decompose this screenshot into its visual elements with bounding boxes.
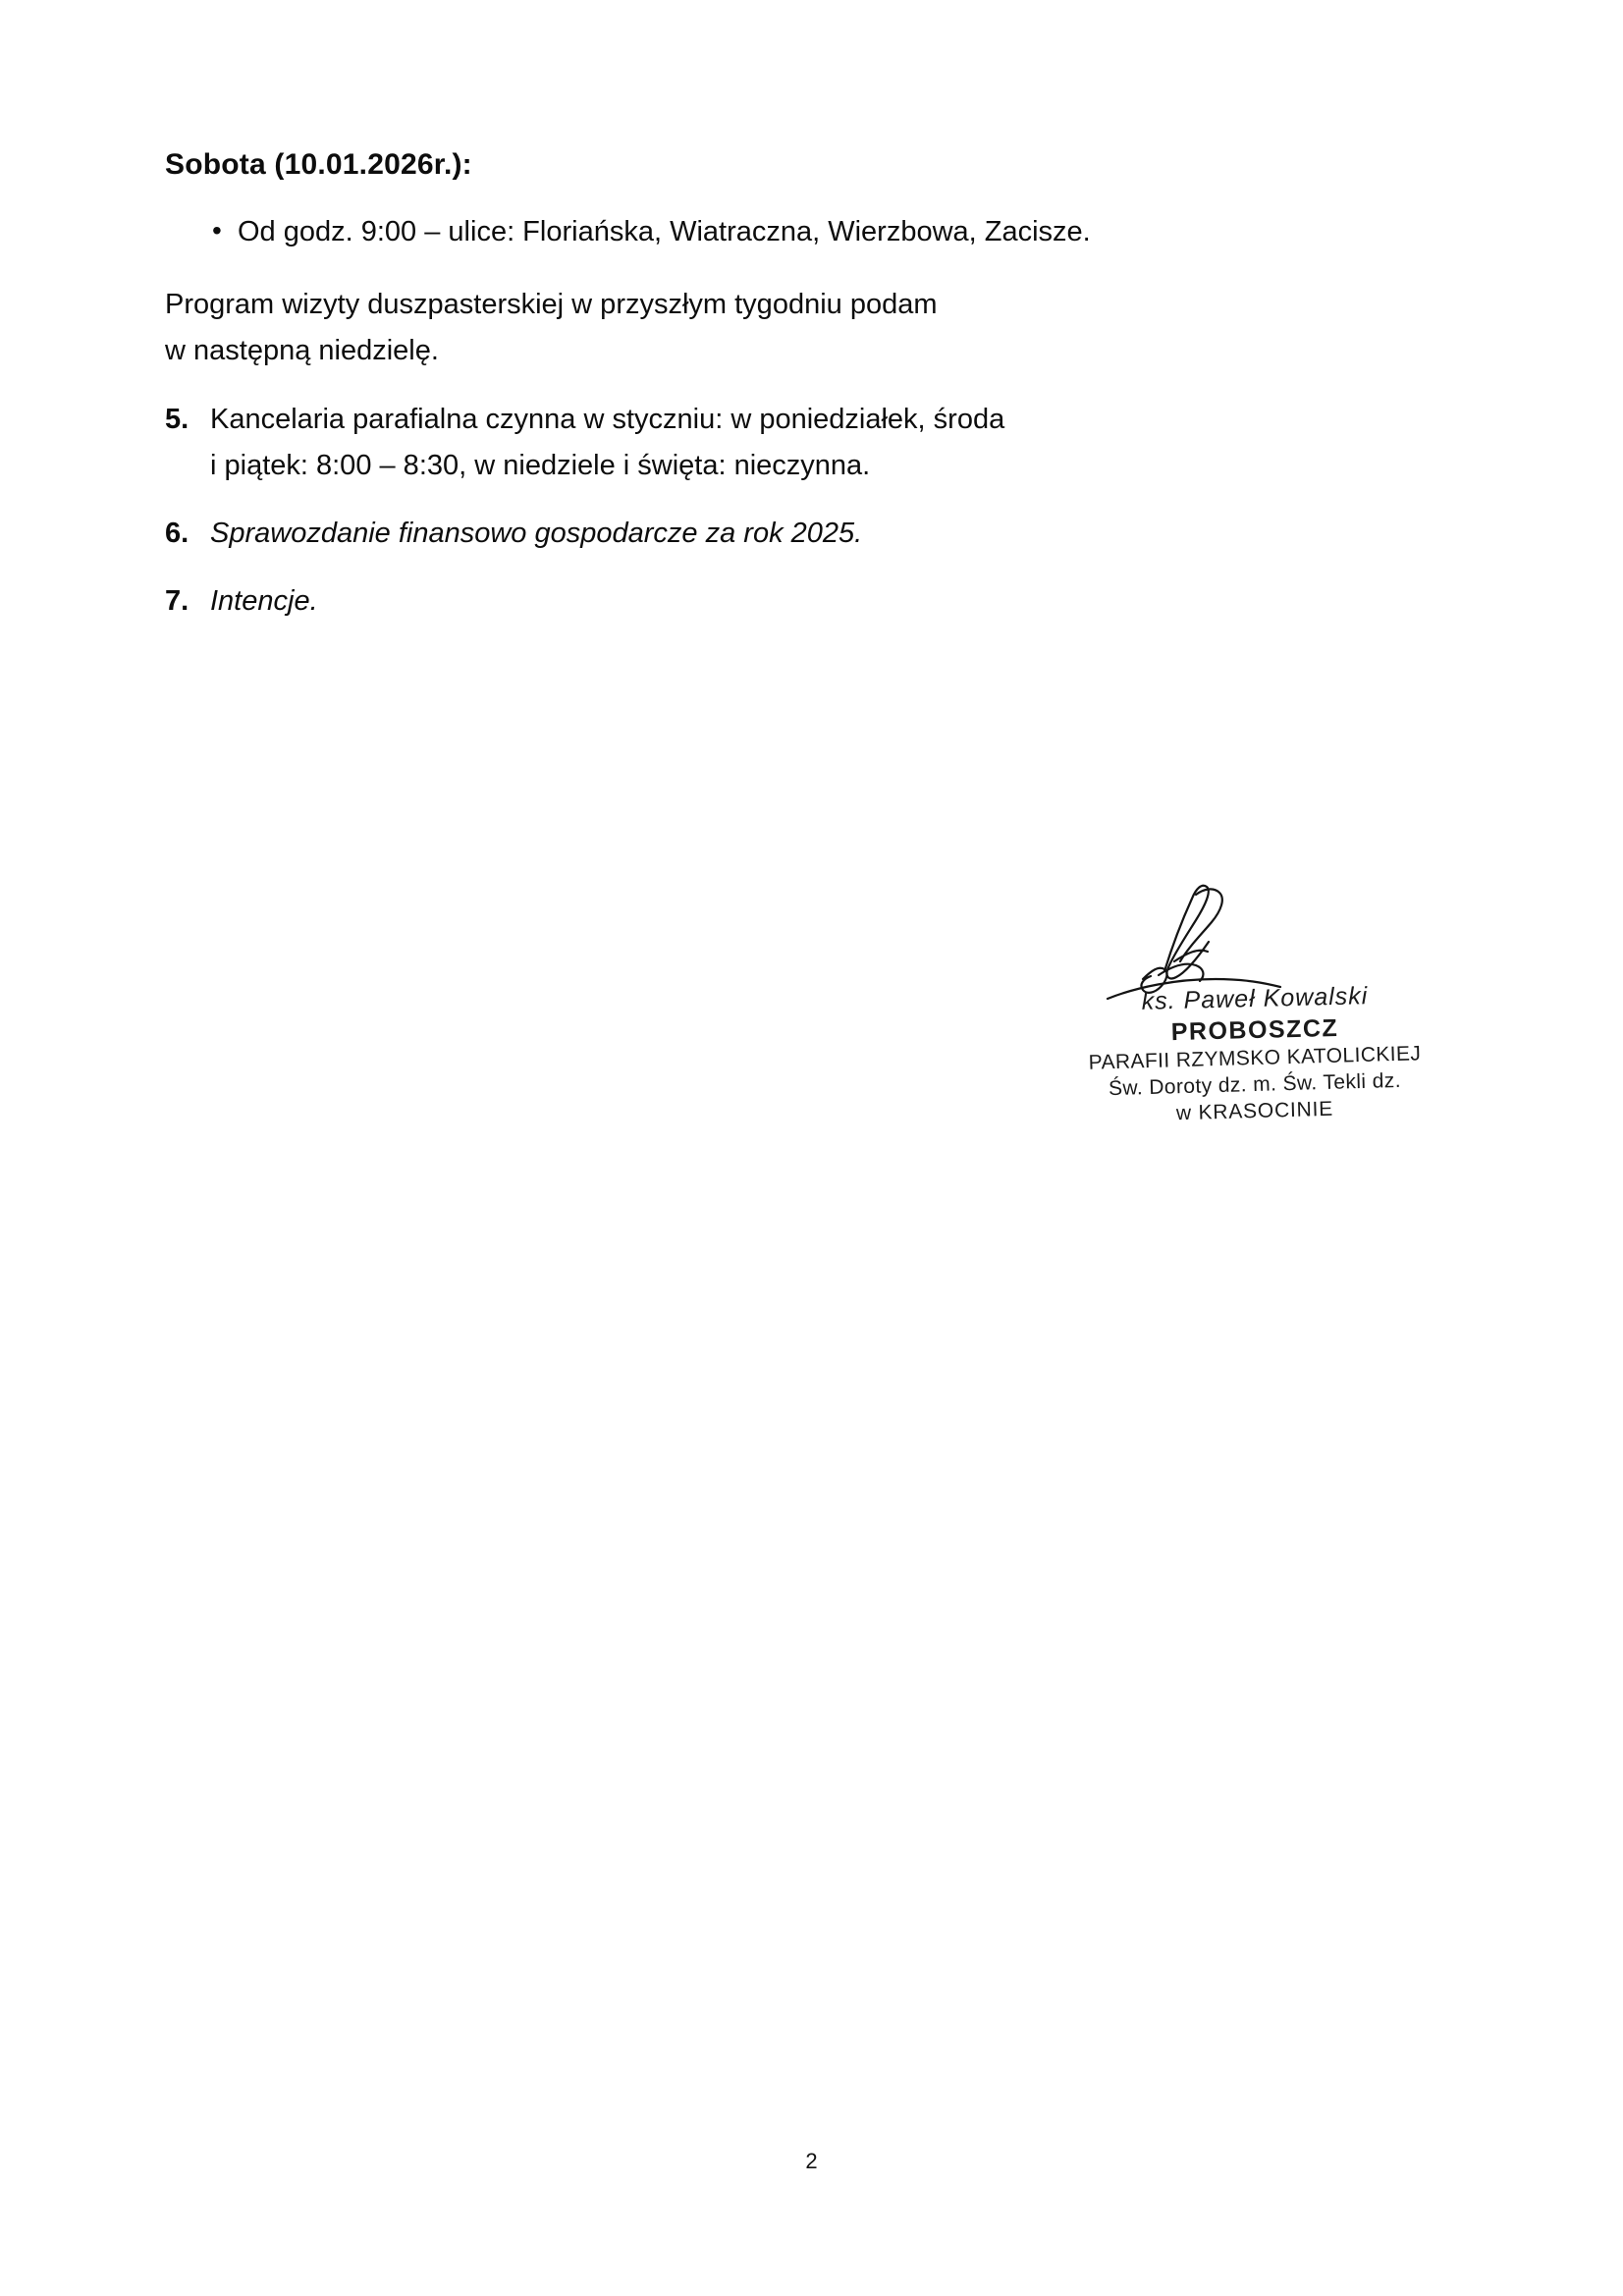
stamp-line-title: PROBOSZCZ [1170,1013,1339,1047]
numbered-item-5 [165,397,1441,489]
document-body [165,145,1441,1124]
signature-stamp-block [1049,877,1461,1124]
item-body-6: Sprawozdanie finansowo gospodarcze za rok 2025. [210,518,863,550]
item-number-7: 7. [165,585,189,618]
stamp-line-patrons: Św. Doroty dz. m. Św. Tekli dz. [1108,1068,1402,1101]
item-number-5: 5. [165,404,189,436]
section-heading-saturday: Sobota (10.01.2026r.): [165,148,472,181]
item-body-7: Intencje. [210,585,318,618]
stamp-line-parish: PARAFII RZYMSKO KATOLICKIEJ [1088,1042,1422,1074]
numbered-item-7 [165,578,1441,625]
bullet-marker-icon: • [212,214,222,246]
bullet-item-text: Od godz. 9:00 – ulice: Floriańska, Wiatraczna, Wierzbowa, Zacisze. [238,215,1091,247]
paragraph-line-1: Program wizyty duszpasterskiej w przyszłym tygodniu podam [165,288,938,320]
stamp-line-place: w KRASOCINIE [1175,1097,1334,1124]
numbered-item-6 [165,511,1441,557]
item-5-line-2: i piątek: 8:00 – 8:30, w niedziele i święta: nieczynna. [210,450,871,482]
stamp-line-priest-name: ks. Paweł Kowalski [1141,982,1369,1015]
bullet-list-item [165,211,1441,252]
page-number: 2 [805,2149,818,2173]
item-5-line-1: Kancelaria parafialna czynna w styczniu: w poniedziałek, środa [210,404,1005,436]
item-number-6: 6. [165,518,189,550]
paragraph-line-2: w następną niedzielę. [165,334,439,366]
parish-stamp [1049,983,1461,1125]
item-body-5 [210,397,1335,489]
paragraph-visit-program [165,282,1290,374]
